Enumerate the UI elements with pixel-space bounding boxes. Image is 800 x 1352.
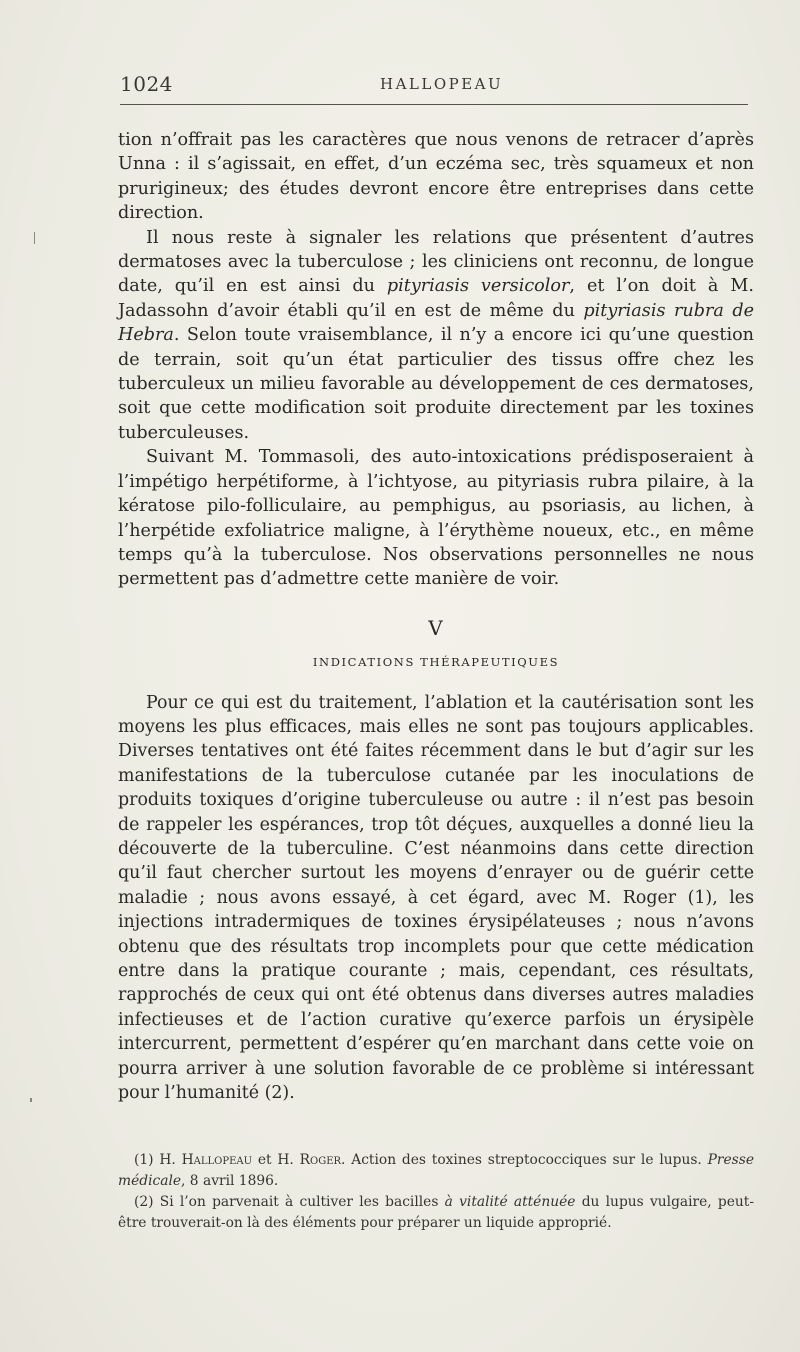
footnote-1-author1: Hallopeau [181,1152,253,1168]
margin-mark [34,232,35,244]
paragraph-3: Suivant M. Tommasoli, des auto-intoxications prédisposeraient à l’impétigo herpétiforme, à l’ichtyose, au pityriasis rubra pilaire, à la kératose pilo-folliculaire, au pemphigus, au psoriasis, au lichen, à l’herpétide exfoliatrice maligne, à l’érythème noueux, etc., en même temps qu’à la tuberculose. Nos observations personnelles ne nous permettent pas d’admettre cette manière de voir. [118,447,754,590]
section-numeral: V [428,615,444,640]
page-header [120,72,750,102]
paragraph-2 [118,226,754,446]
paragraph-2-em1: pityriasis versicolor [386,276,570,297]
footnote-1-date: , 8 avril 1896. [181,1173,279,1189]
paragraph-2-seg3: . Selon toute vraisemblance, il n’y a encore ici qu’une question de terrain, soit qu’un état particulier des tissus offre chez les tuberculeux un milieu favorable au développement de ces dermatoses, soit que cette modification soit produite directement par les toxines tuberculeuses. [118,325,754,443]
footnote-2-em: à vitalité atténuée [444,1194,576,1210]
footnote-1-text: . Action des toxines streptococciques sur le lupus. [341,1152,708,1168]
footnote-2 [118,1192,754,1234]
paragraph-2-seg2: , et l’on doit à M. Jadassohn d’avoir établi qu’il en est de même du [118,276,754,321]
margin-mark-2 [30,1098,32,1102]
paragraph-2-seg1: Il nous reste à signaler les relations que présentent d’autres dermatoses avec la tuberculose ; les cliniciens ont reconnu, de longue date, qu’il en est ainsi du [118,227,754,297]
running-head: HALLOPEAU [380,75,504,93]
section-title: INDICATIONS THÉRAPEUTIQUES [312,655,560,670]
header-rule [120,104,748,105]
footnote-1-mid: et H. [252,1152,300,1168]
page-number: 1024 [120,72,173,96]
section-paragraph: Pour ce qui est du traitement, l’ablation et la cautérisation sont les moyens les plus efficaces, mais elles ne sont pas toujours applicables. Diverses tentatives ont été faites récemment dans le but d’agir sur les manifestations de la tuberculose cutanée par les inoculations de produits toxiques d’origine tuberculeuse ou autre : il n’est pas besoin de rappeler les espérances, trop tôt déçues, auxquelles a donné lieu la découverte de la tuberculine. C’est néanmoins dans cette direction qu’il faut chercher surtout les moyens d’enrayer ou de guérir cette maladie ; nous avons essayé, à cet égard, avec M. Roger (1), les injections intradermiques de toxines érysipélateuses ; nous n’avons obtenu que des résultats trop incomplets pour que cette médication entre dans la pratique courante ; mais, cependant, ces résultats, rapprochés de ceux qui ont été obtenus dans diverses autres maladies infectieuses et de l’action curative qu’exerce parfois un érysipèle intercurrent, permettent d’espérer qu’en marchant dans cette voie on pourra arriver à une solution favorable de ce problème si intéressant pour l’humanité (2). [118,692,754,1104]
footnote-1-author2: Roger [299,1152,342,1168]
footnotes [118,1150,754,1234]
paragraph-1: tion n’offrait pas les caractères que nous venons de retracer d’après Unna : il s’agissait, en effet, d’un eczéma sec, très squameux et non prurigineux; des études devront encore être entreprises dans cette direction. [118,130,754,224]
paragraph-2-em2: pityriasis rubra de Hebra [118,300,754,346]
footnote-2-text: du lupus vulgaire, peut-être trouverait-on là des éléments pour préparer un liquide approprié. [118,1194,755,1231]
footnote-1 [118,1150,754,1192]
footnote-2-number: (2) Si l’on parvenait à cultiver les bacilles [134,1194,445,1210]
footnote-1-number: (1) H. [134,1152,182,1168]
body-text [118,128,754,1105]
footnote-1-journal: Presse médicale [118,1152,754,1189]
